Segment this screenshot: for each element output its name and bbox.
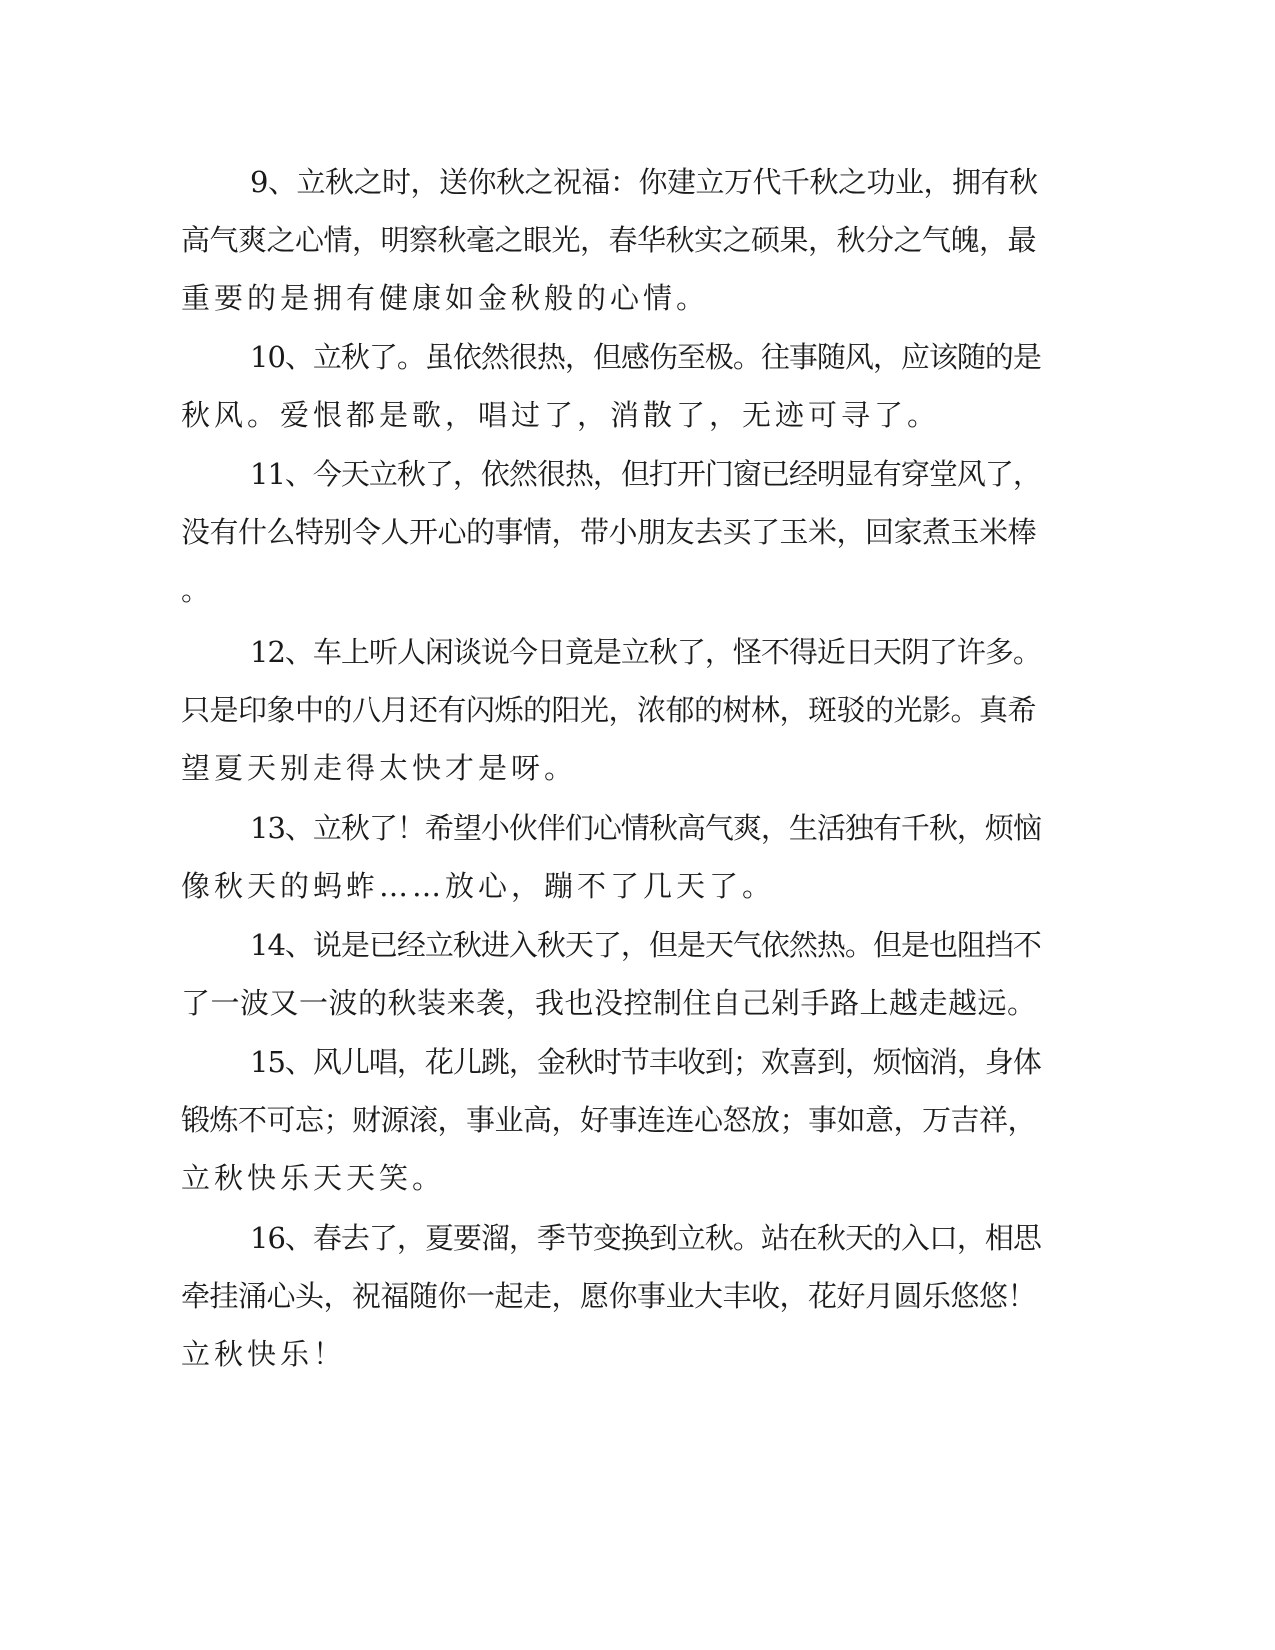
text-line: 秋风。爱恨都是歌，唱过了，消散了，无迹可寻了。 bbox=[181, 398, 941, 432]
text-line: 重要的是拥有健康如金秋般的心情。 bbox=[181, 281, 710, 315]
text-line: 了一波又一波的秋装来袭，我也没控制住自己剁手路上越走越远。 bbox=[181, 986, 1037, 1020]
text-line: 13、立秋了！希望小伙伴们心情秋高气爽，生活独有千秋，烦恼 bbox=[250, 811, 1041, 845]
text-line: 锻炼不可忘；财源滚，事业高，好事连连心怒放；事如意，万吉祥， bbox=[181, 1103, 1037, 1137]
text-line: 没有什么特别令人开心的事情，带小朋友去买了玉米，回家煮玉米棒 bbox=[181, 515, 1037, 549]
text-line: 立秋快乐！ bbox=[181, 1337, 347, 1371]
text-line: 牵挂涌心头，祝福随你一起走，愿你事业大丰收，花好月圆乐悠悠！ bbox=[181, 1279, 1037, 1313]
text-line: 11、今天立秋了，依然很热，但打开门窗已经明显有穿堂风了， bbox=[250, 457, 1041, 491]
text-line: 16、春去了，夏要溜，季节变换到立秋。站在秋天的入口，相思 bbox=[250, 1221, 1041, 1255]
text-line: 立秋快乐天天笑。 bbox=[181, 1161, 446, 1195]
text-line: 9、立秋之时，送你秋之祝福：你建立万代千秋之功业，拥有秋 bbox=[250, 165, 1038, 199]
text-line: 12、车上听人闲谈说今日竟是立秋了，怪不得近日天阴了许多。 bbox=[250, 635, 1041, 669]
text-line: 只是印象中的八月还有闪烁的阳光，浓郁的树林，斑驳的光影。真希 bbox=[181, 693, 1037, 727]
text-line: 高气爽之心情，明察秋毫之眼光，春华秋实之硕果，秋分之气魄，最 bbox=[181, 223, 1037, 257]
text-line: 望夏天别走得太快才是呀。 bbox=[181, 751, 578, 785]
text-line: 15、风儿唱，花儿跳，金秋时节丰收到；欢喜到，烦恼消，身体 bbox=[250, 1045, 1041, 1079]
text-line: 10、立秋了。虽依然很热，但感伤至极。往事随风，应该随的是 bbox=[250, 340, 1041, 374]
text-line: 。 bbox=[181, 573, 215, 607]
text-line: 像秋天的蚂蚱……放心，蹦不了几天了。 bbox=[181, 869, 776, 903]
text-line: 14、说是已经立秋进入秋天了，但是天气依然热。但是也阻挡不 bbox=[250, 928, 1041, 962]
